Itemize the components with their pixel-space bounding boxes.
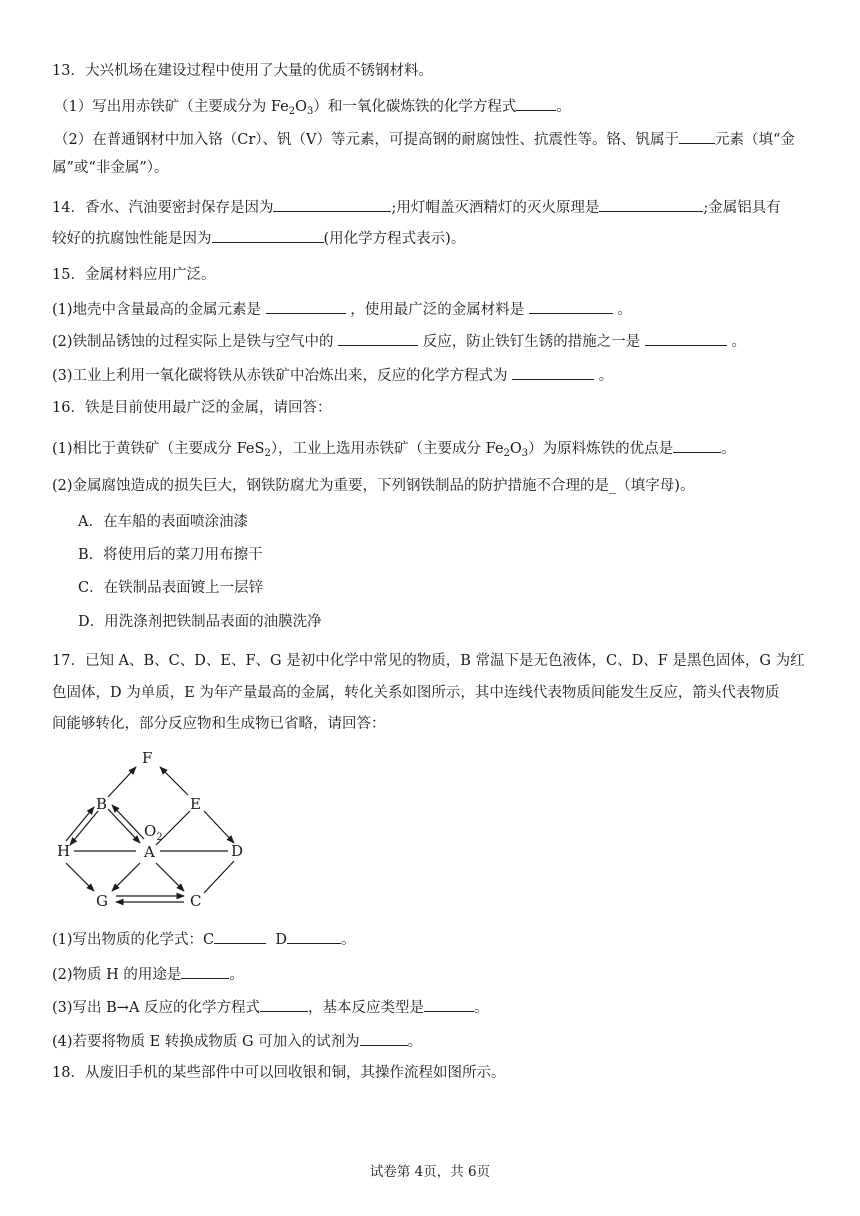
q16-part2: (2)金属腐蚀造成的损失巨大，钢铁防腐尤为重要，下列钢铁制品的防护措施不合理的是_（填字母)。 — [52, 478, 695, 494]
q15-part2: (2)铁制品锈蚀的过程实际上是铁与空气中的 反应，防止铁钉生锈的措施之一是 。 — [52, 330, 746, 352]
q16-option-a: A．在车船的表面喷涂油漆 — [78, 514, 248, 530]
arrow-b-to-f — [108, 767, 136, 797]
answer-blank — [287, 928, 341, 944]
arrow-h-to-g — [66, 863, 94, 891]
answer-blank — [360, 1030, 408, 1046]
q18-stem: 18．从废旧手机的某些部件中可以回收银和铜，其操作流程如图所示。 — [52, 1065, 506, 1081]
arrow-a-to-b — [112, 805, 144, 839]
arrow-a-to-g — [112, 863, 140, 891]
q16-option-d: D．用洗涤剂把铁制品表面的油膜洗净 — [78, 614, 322, 630]
q13-part2-cont: 属”或“非金属”）。 — [52, 160, 169, 176]
transformation-diagram — [48, 745, 258, 915]
q16-part1: (1)相比于黄铁矿（主要成分 FeS$_2$），工业上选用赤铁矿（主要成分 $Fe_2O_3$）为原料炼铁的优点是 。 — [52, 437, 736, 464]
arrow-b-to-a — [108, 809, 140, 843]
answer-blank — [260, 996, 308, 1012]
answer-blank — [679, 128, 715, 144]
q17-line1: 17．已知 A、B、C、D、E、F、G 是初中化学中常见的物质，B 常温下是无色液体，C、D、F 是黑色固体，G 为红 — [52, 653, 805, 669]
q17-line3: 间能够转化，部分反应物和生成物已省略，请回答： — [52, 716, 386, 732]
answer-blank — [214, 928, 266, 944]
arrow-e-to-d — [204, 811, 234, 843]
q15-part1: (1)地壳中含量最高的金属元素是 ，使用最广泛的金属材料是 。 — [52, 298, 632, 320]
arrow-e-to-f — [160, 767, 188, 795]
answer-blank — [673, 437, 721, 453]
q17-line2: 色固体，D 为单质，E 为年产量最高的金属，转化关系如图所示，其中连线代表物质间能发生反应，箭头代表物质 — [52, 685, 780, 701]
node-h: H — [57, 842, 71, 860]
answer-blank — [645, 330, 727, 346]
q15-stem: 15．金属材料应用广泛。 — [52, 267, 216, 283]
answer-blank — [424, 996, 474, 1012]
q16-stem: 16．铁是目前使用最广泛的金属，请回答： — [52, 400, 332, 416]
q17-part1: (1)写出物质的化学式：C D 。 — [52, 928, 356, 950]
node-a: A — [144, 843, 155, 861]
arrow-a-to-c — [156, 863, 184, 891]
q17-part3: (3)写出 B→A 反应的化学方程式 ，基本反应类型是 。 — [52, 996, 489, 1018]
arrow-h-to-b — [66, 807, 94, 841]
q17-part2: (2)物质 H 的用途是 。 — [52, 963, 244, 985]
answer-blank — [599, 196, 703, 212]
node-e: E — [190, 795, 201, 813]
node-g: G — [96, 892, 108, 910]
node-b: B — [96, 795, 108, 813]
q13-stem: 13．大兴机场在建设过程中使用了大量的优质不锈钢材料。 — [52, 63, 433, 79]
q13-part1: （1）写出用赤铁矿（主要成分为 $Fe_2O_3$）和一氧化碳炼铁的化学方程式 。 — [54, 95, 571, 122]
page-footer: 试卷第 4页，共 6页 — [369, 1164, 491, 1180]
answer-blank — [512, 364, 594, 380]
q17-part4: (4)若要将物质 E 转换成物质 G 可加入的试剂为 。 — [52, 1030, 422, 1052]
answer-blank — [338, 330, 418, 346]
answer-blank — [516, 95, 556, 111]
answer-blank — [273, 196, 391, 212]
q14-line1: 14．香水、汽油要密封保存是因为 ;用灯帽盖灭酒精灯的灭火原理是 ;金属铝具有 — [52, 196, 781, 218]
line-d-c — [204, 861, 234, 893]
label-o2: $O_2$ — [144, 822, 163, 843]
answer-blank — [529, 298, 613, 314]
arrow-b-to-h — [70, 811, 98, 845]
q15-part3: (3)工业上利用一氧化碳将铁从赤铁矿中冶炼出来，反应的化学方程式为 。 — [52, 364, 613, 386]
node-c: C — [190, 892, 202, 910]
q16-option-b: B．将使用后的菜刀用布擦干 — [78, 547, 263, 563]
q14-line2: 较好的抗腐蚀性能是因为 (用化学方程式表示)。 — [52, 227, 465, 249]
node-f: F — [142, 749, 153, 767]
q16-option-c: C．在铁制品表面镀上一层锌 — [78, 580, 264, 596]
answer-blank — [181, 963, 229, 979]
node-d: D — [231, 842, 244, 860]
answer-blank — [266, 298, 346, 314]
q13-part2: （2）在普通钢材中加入铬（Cr）、钒（V）等元素，可提高钢的耐腐蚀性、抗震性等。铬、钒属于 元素（填“金 — [54, 128, 795, 150]
answer-blank — [212, 227, 324, 243]
